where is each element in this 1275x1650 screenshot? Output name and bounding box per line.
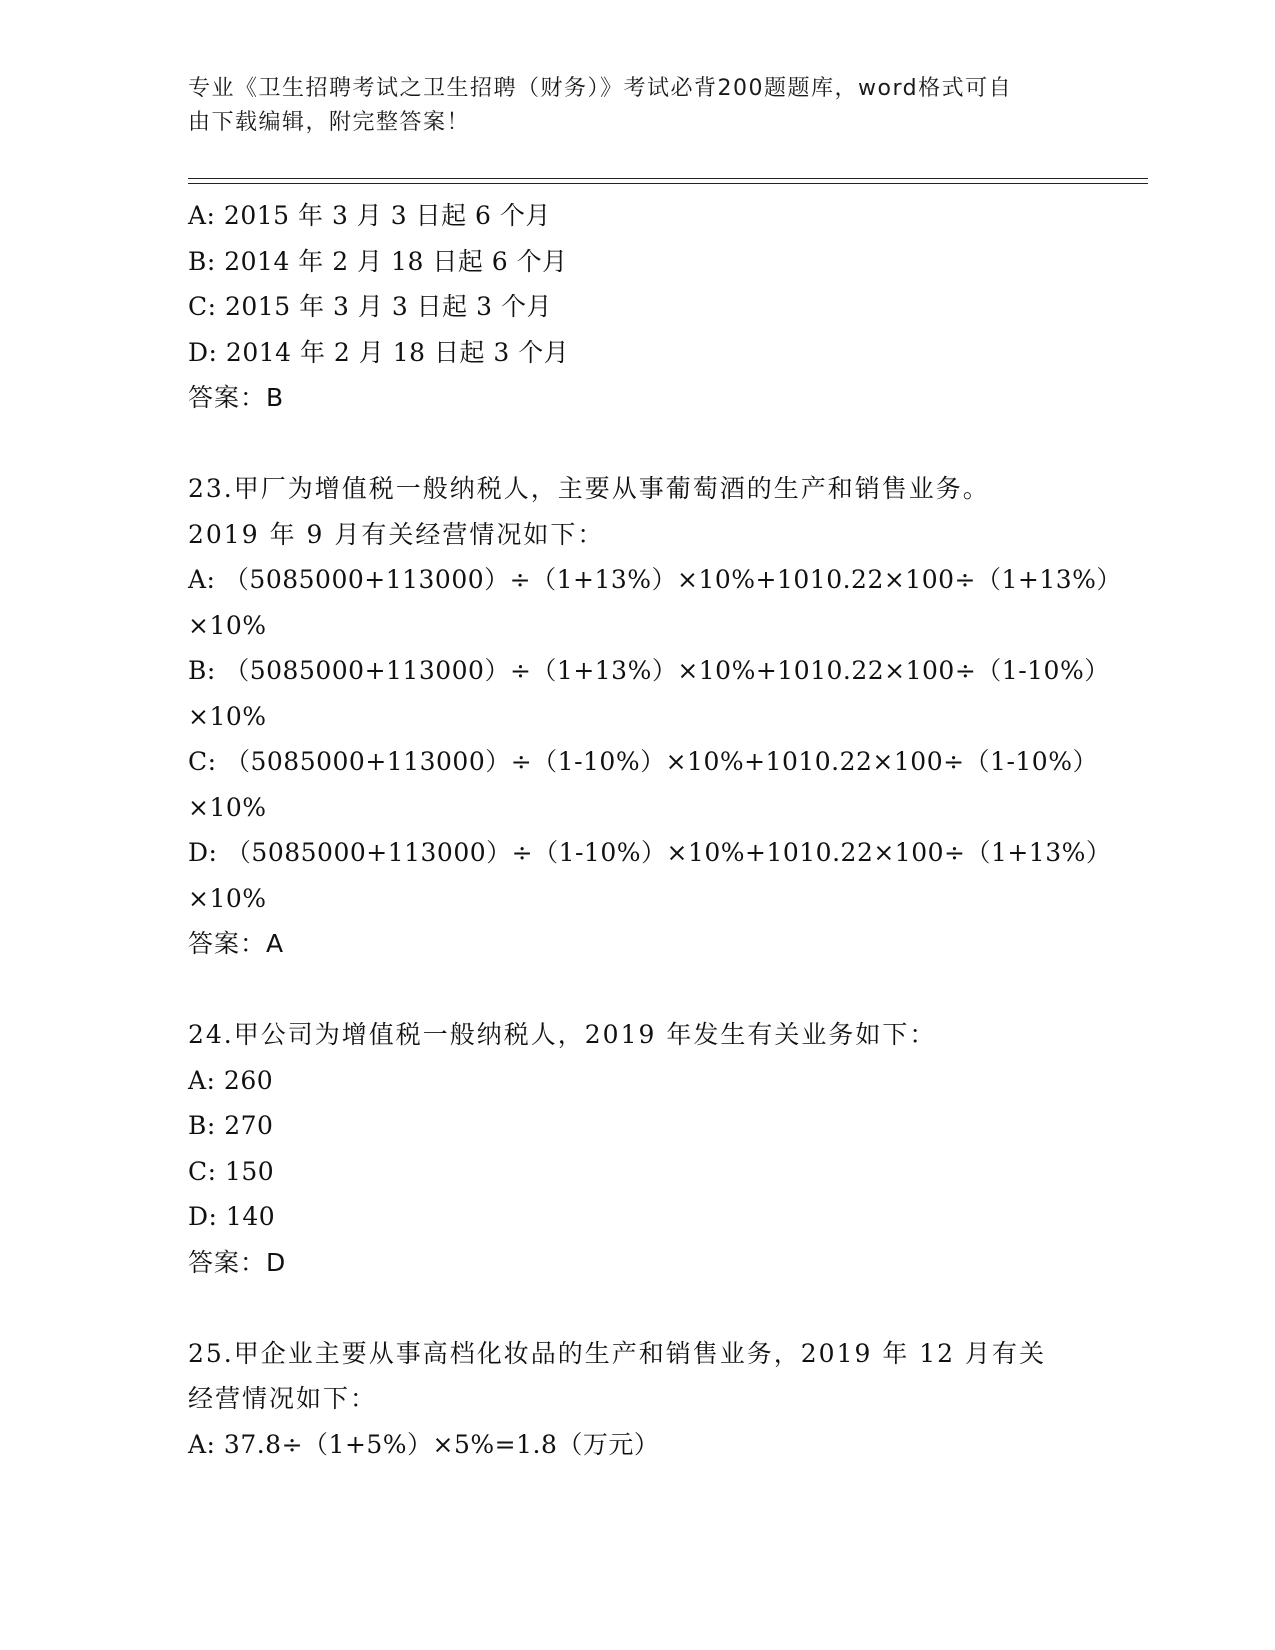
question-title: 24.甲公司为增值税一般纳税人，2019 年发生有关业务如下： — [188, 1020, 937, 1049]
option-c: C: 150 — [188, 1156, 275, 1186]
option-c-continued: ×10% — [188, 792, 267, 822]
question-23 — [188, 466, 1122, 967]
option-c: C: （5085000+113000）÷（1-10%）×10%+1010.22×100÷（1-10%） — [188, 747, 1098, 776]
option-d-continued: ×10% — [188, 883, 267, 913]
spacer — [188, 421, 1068, 467]
question-24 — [188, 1012, 1068, 1285]
document-header — [188, 72, 1068, 140]
question-list — [188, 193, 1122, 1467]
answer: 答案：A — [188, 929, 285, 958]
question-title-line-1: 23.甲厂为增值税一般纳税人，主要从事葡萄酒的生产和销售业务。 — [188, 474, 990, 503]
option-d: D: 140 — [188, 1202, 276, 1231]
header-title-line-1: 专业《卫生招聘考试之卫生招聘（财务）》考试必背200题题库，word格式可自 — [188, 76, 1013, 101]
option-b-continued: ×10% — [188, 701, 267, 731]
option-b: B: （5085000+113000）÷（1+13%）×10%+1010.22×100÷（1-10%） — [188, 656, 1110, 685]
option-a: A: （5085000+113000）÷（1+13%）×10%+1010.22×100÷（1+13%） — [188, 565, 1122, 594]
option-c: C: 2015 年 3 月 3 日起 3 个月 — [188, 292, 552, 321]
question-title-line-2: 经营情况如下： — [188, 1384, 378, 1413]
answer: 答案：B — [188, 383, 285, 412]
option-a-continued: ×10% — [188, 610, 267, 640]
option-b: B: 2014 年 2 月 18 日起 6 个月 — [188, 246, 568, 276]
header-divider-bottom — [188, 183, 1148, 184]
spacer — [188, 1285, 1068, 1331]
option-b: B: 270 — [188, 1111, 274, 1140]
question-22 — [188, 193, 1068, 421]
spacer — [188, 967, 1068, 1013]
question-title-line-2: 2019 年 9 月有关经营情况如下： — [188, 519, 605, 549]
option-a: A: 2015 年 3 月 3 日起 6 个月 — [188, 201, 551, 230]
answer: 答案：D — [188, 1247, 287, 1277]
option-a: A: 260 — [188, 1065, 274, 1095]
option-d: D: 2014 年 2 月 18 日起 3 个月 — [188, 337, 570, 367]
question-25 — [188, 1331, 1068, 1468]
option-a: A: 37.8÷（1+5%）×5%=1.8（万元） — [188, 1429, 660, 1459]
question-title-line-1: 25.甲企业主要从事高档化妆品的生产和销售业务，2019 年 12 月有关 — [188, 1338, 1047, 1368]
option-d: D: （5085000+113000）÷（1-10%）×10%+1010.22×100÷（1+13%） — [188, 838, 1112, 867]
header-title-line-2: 由下载编辑，附完整答案！ — [188, 110, 471, 135]
header-divider-top — [188, 178, 1148, 179]
